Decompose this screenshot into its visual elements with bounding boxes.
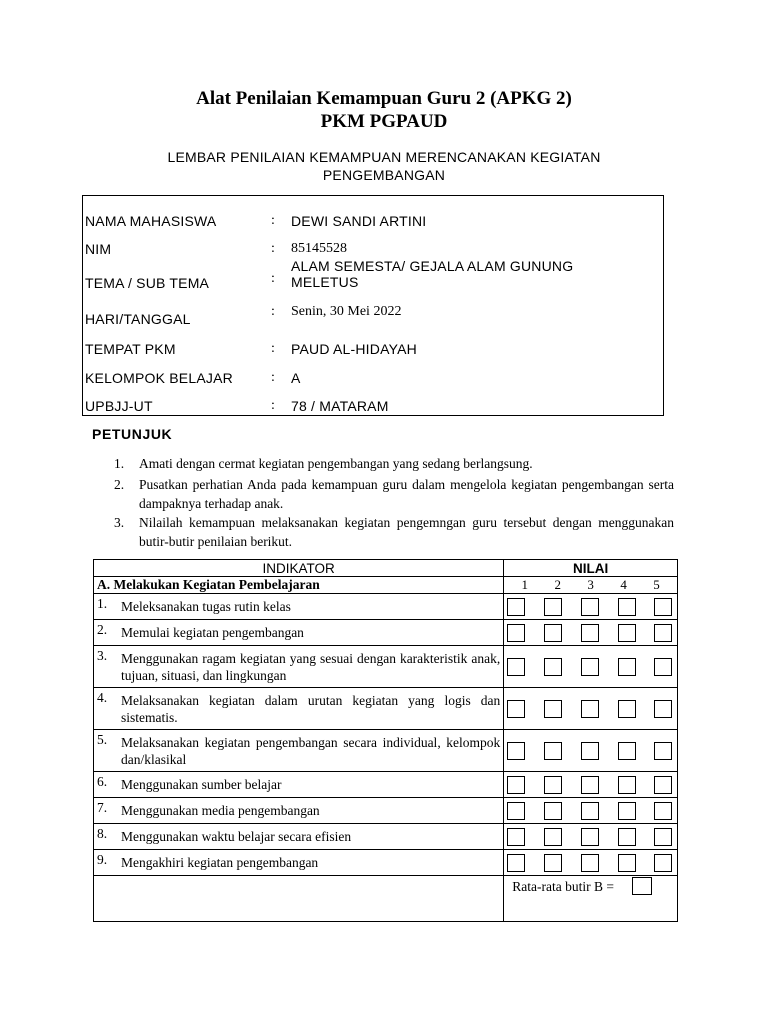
info-colon: :: [271, 341, 275, 356]
indicator-cell: [94, 850, 504, 876]
table-row: [94, 730, 678, 772]
indicator-text: Menggunakan sumber belajar: [121, 777, 282, 792]
score-checkbox-4[interactable]: [618, 802, 636, 820]
score-boxes: [504, 594, 678, 620]
info-label: TEMA / SUB TEMA: [85, 275, 210, 291]
scale-2: 2: [554, 577, 561, 592]
info-label: UPBJJ-UT: [85, 398, 153, 414]
score-checkbox-5[interactable]: [654, 776, 672, 794]
score-checkbox-1[interactable]: [507, 598, 525, 616]
table-header-row: [94, 560, 678, 577]
instruction-number: 2.: [114, 477, 125, 492]
form-title: Alat Penilaian Kemampuan Guru 2 (APKG 2): [196, 88, 572, 109]
score-checkbox-4[interactable]: [618, 776, 636, 794]
score-checkbox-2[interactable]: [544, 624, 562, 642]
score-boxes: [504, 620, 678, 646]
indicator-number: 4.: [97, 690, 108, 705]
table-row: [94, 620, 678, 646]
score-checkbox-2[interactable]: [544, 828, 562, 846]
indicator-number: 6.: [97, 774, 108, 789]
indicator-cell: [94, 594, 504, 620]
indicator-cell: [94, 772, 504, 798]
score-boxes: [504, 850, 678, 876]
indicator-text: Melaksanakan kegiatan dalam urutan kegiatan yang logis dan sistematis.: [121, 692, 501, 725]
score-checkbox-2[interactable]: [544, 776, 562, 794]
info-value: A: [291, 370, 301, 386]
indicator-number: 7.: [97, 800, 108, 815]
score-checkbox-4[interactable]: [618, 854, 636, 872]
score-checkbox-4[interactable]: [618, 624, 636, 642]
average-cell: [504, 876, 678, 922]
score-checkbox-5[interactable]: [654, 802, 672, 820]
info-value: Senin, 30 Mei 2022: [291, 304, 402, 319]
score-checkbox-3[interactable]: [581, 802, 599, 820]
score-checkbox-2[interactable]: [544, 742, 562, 760]
score-checkbox-1[interactable]: [507, 624, 525, 642]
instruction-text: Amati dengan cermat kegiatan pengembangan yang sedang berlangsung.: [139, 456, 533, 471]
indicator-cell: [94, 646, 504, 688]
info-label: NAMA MAHASISWA: [85, 213, 217, 229]
scale-header: [504, 577, 678, 594]
indicator-text: Memulai kegiatan pengembangan: [121, 625, 304, 640]
average-empty-cell: [94, 876, 504, 922]
score-checkbox-4[interactable]: [618, 598, 636, 616]
instruction-number: 3.: [114, 515, 125, 530]
info-value: ALAM SEMESTA/ GEJALA ALAM GUNUNG MELETUS: [291, 258, 574, 290]
info-colon: :: [271, 304, 275, 319]
indicator-number: 9.: [97, 852, 108, 867]
section-row: [94, 577, 678, 594]
student-info-box: [82, 195, 664, 416]
indicator-text: Mengakhiri kegiatan pengembangan: [121, 855, 319, 870]
instructions-heading: PETUNJUK: [92, 426, 173, 442]
score-checkbox-1[interactable]: [507, 658, 525, 676]
indicator-number: 1.: [97, 596, 108, 611]
score-checkbox-3[interactable]: [581, 854, 599, 872]
form-subtitle-program: PKM PGPAUD: [320, 111, 448, 132]
score-checkbox-3[interactable]: [581, 742, 599, 760]
score-checkbox-5[interactable]: [654, 828, 672, 846]
score-checkbox-5[interactable]: [654, 742, 672, 760]
scale-1: 1: [521, 577, 529, 592]
info-colon: :: [271, 241, 275, 256]
table-row: [94, 824, 678, 850]
sheet-title: [130, 148, 638, 184]
score-checkbox-3[interactable]: [581, 776, 599, 794]
score-boxes: [504, 798, 678, 824]
score-checkbox-1[interactable]: [507, 854, 525, 872]
indicator-cell: [94, 730, 504, 772]
indicator-cell: [94, 798, 504, 824]
instruction-text: Nilailah kemampuan melaksanakan kegiatan pengemngan guru tersebut dengan menggunakan butir-butir penilaian berikut.: [139, 515, 674, 549]
score-checkbox-5[interactable]: [654, 854, 672, 872]
info-label: NIM: [85, 241, 112, 257]
score-checkbox-1[interactable]: [507, 742, 525, 760]
score-checkbox-4[interactable]: [618, 700, 636, 718]
score-checkbox-3[interactable]: [581, 658, 599, 676]
info-value: 85145528: [291, 241, 347, 256]
indicator-cell: [94, 620, 504, 646]
instruction-number: 1.: [114, 456, 125, 471]
info-label: KELOMPOK BELAJAR: [85, 370, 233, 386]
section-title: A. Melakukan Kegiatan Pembelajaran: [94, 577, 504, 594]
indicator-cell: [94, 824, 504, 850]
score-checkbox-2[interactable]: [544, 658, 562, 676]
score-boxes: [504, 772, 678, 798]
score-checkbox-4[interactable]: [618, 658, 636, 676]
indicator-text: Menggunakan ragam kegiatan yang sesuai dengan karakteristik anak, tujuan, situasi, dan lingkungan: [121, 650, 501, 683]
score-boxes: [504, 646, 678, 688]
score-checkbox-2[interactable]: [544, 854, 562, 872]
table-row: [94, 594, 678, 620]
score-checkbox-4[interactable]: [618, 828, 636, 846]
table-row: [94, 772, 678, 798]
sheet-title-line2: PENGEMBANGAN: [322, 167, 446, 183]
info-colon: :: [271, 213, 275, 228]
score-checkbox-2[interactable]: [544, 802, 562, 820]
score-checkbox-3[interactable]: [581, 828, 599, 846]
score-checkbox-5[interactable]: [654, 658, 672, 676]
score-checkbox-2[interactable]: [544, 700, 562, 718]
col-header-nilai: NILAI: [504, 560, 678, 577]
scale-4: 4: [620, 577, 627, 592]
table-row: [94, 688, 678, 730]
scale-5: 5: [653, 577, 660, 592]
score-checkbox-2[interactable]: [544, 598, 562, 616]
average-input-box[interactable]: [632, 877, 652, 895]
info-value: 78 / MATARAM: [291, 398, 389, 414]
score-checkbox-1[interactable]: [507, 776, 525, 794]
table-row: [94, 646, 678, 688]
sheet-title-line1: LEMBAR PENILAIAN KEMAMPUAN MERENCANAKAN KEGIATAN: [167, 149, 601, 165]
info-colon: :: [271, 271, 275, 286]
indicator-text: Meleksanakan tugas rutin kelas: [121, 599, 291, 614]
indicator-cell: [94, 688, 504, 730]
score-checkbox-5[interactable]: [654, 624, 672, 642]
score-boxes: [504, 730, 678, 772]
scale-3: 3: [587, 577, 594, 592]
indicator-number: 5.: [97, 732, 108, 747]
score-checkbox-1[interactable]: [507, 700, 525, 718]
instruction-text: Pusatkan perhatian Anda pada kemampuan guru dalam mengelola kegiatan pengembangan serta dampaknya terhadap anak.: [139, 477, 674, 511]
info-label: HARI/TANGGAL: [85, 311, 191, 327]
info-value: PAUD AL-HIDAYAH: [291, 341, 417, 357]
indicator-number: 3.: [97, 648, 108, 663]
info-value: DEWI SANDI ARTINI: [291, 213, 427, 229]
average-row: [94, 876, 678, 922]
score-checkbox-1[interactable]: [507, 802, 525, 820]
score-boxes: [504, 824, 678, 850]
indicator-text: Menggunakan waktu belajar secara efisien: [121, 829, 352, 844]
average-label: Rata-rata butir B =: [512, 879, 615, 894]
col-header-indikator: INDIKATOR: [94, 560, 504, 577]
score-checkbox-5[interactable]: [654, 700, 672, 718]
indicator-number: 2.: [97, 622, 108, 637]
score-checkbox-1[interactable]: [507, 828, 525, 846]
indicator-number: 8.: [97, 826, 108, 841]
score-boxes: [504, 688, 678, 730]
score-checkbox-3[interactable]: [581, 598, 599, 616]
info-colon: :: [271, 398, 275, 413]
score-checkbox-3[interactable]: [581, 624, 599, 642]
assessment-table: [93, 559, 678, 922]
info-colon: :: [271, 370, 275, 385]
info-label: TEMPAT PKM: [85, 341, 176, 357]
table-row: [94, 798, 678, 824]
score-checkbox-5[interactable]: [654, 598, 672, 616]
table-row: [94, 850, 678, 876]
score-checkbox-3[interactable]: [581, 700, 599, 718]
indicator-text: Melaksanakan kegiatan pengembangan secara individual, kelompok dan/klasikal: [121, 734, 501, 767]
indicator-text: Menggunakan media pengembangan: [121, 803, 320, 818]
score-checkbox-4[interactable]: [618, 742, 636, 760]
